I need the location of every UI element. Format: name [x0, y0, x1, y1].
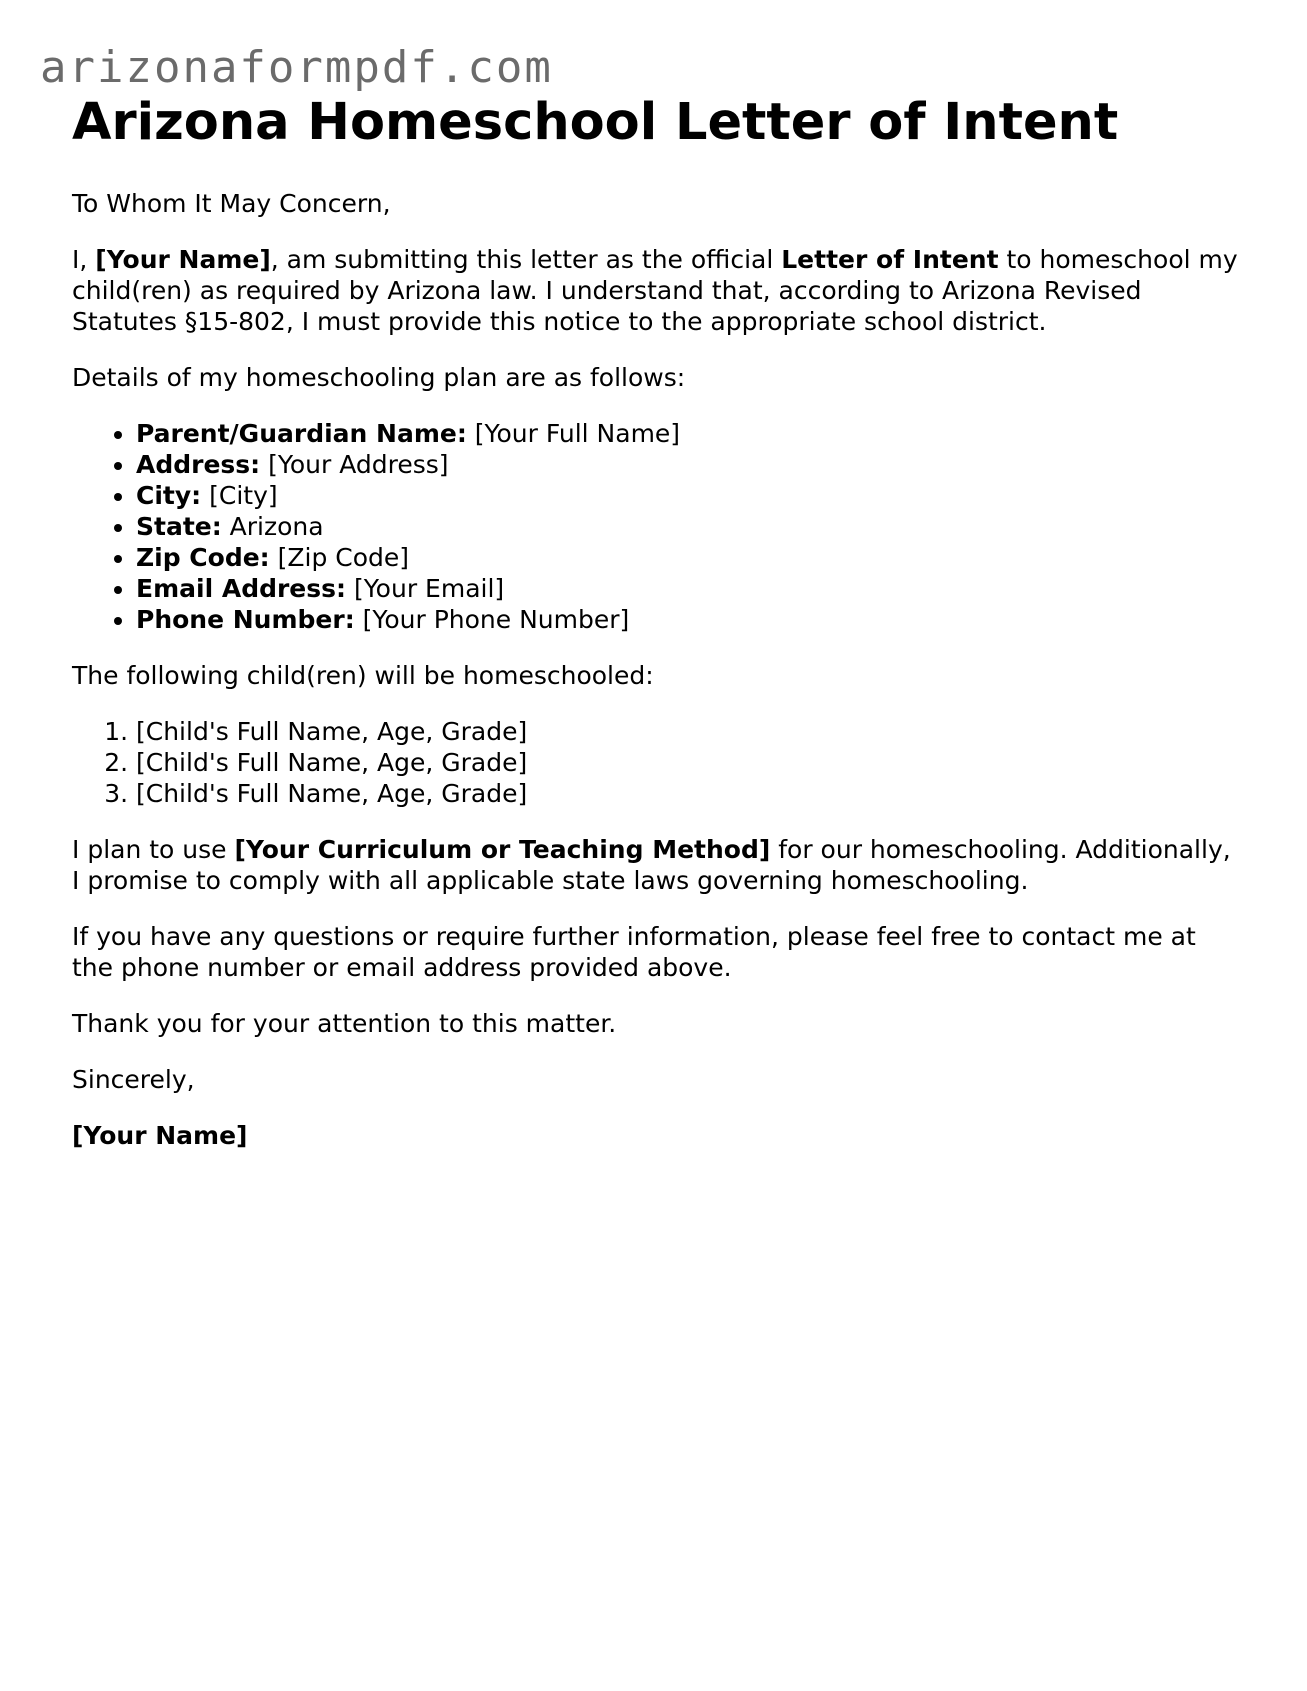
- letter-page: [72, 90, 1242, 1151]
- detail-item-phone: [136, 604, 1242, 635]
- detail-item-parent-name: [136, 418, 1242, 449]
- detail-item-zip-code: [136, 542, 1242, 573]
- detail-value: [Your Full Name]: [466, 419, 681, 448]
- detail-item-state: [136, 511, 1242, 542]
- greeting: To Whom It May Concern,: [72, 189, 391, 218]
- curriculum-paragraph: [72, 834, 1242, 896]
- questions-paragraph: If you have any questions or require further information, please feel free to contact me at the phone number or email address provided above.: [72, 922, 1196, 982]
- detail-value: [Your Phone Number]: [354, 605, 630, 634]
- signature-name: [Your Name]: [72, 1121, 248, 1150]
- intro-prefix: I,: [72, 245, 96, 274]
- curriculum-prefix: I plan to use: [72, 835, 235, 864]
- detail-value: [Your Email]: [346, 574, 505, 603]
- detail-value: [City]: [201, 481, 278, 510]
- detail-item-city: [136, 480, 1242, 511]
- detail-item-email: [136, 573, 1242, 604]
- children-intro: The following child(ren) will be homeschooled:: [72, 661, 654, 690]
- detail-item-address: [136, 449, 1242, 480]
- child-item: 3. [Child's Full Name, Age, Grade]: [136, 778, 1242, 809]
- curriculum-suffix: for our homeschooling. Additionally, I promise to comply with all applicable state laws governing homeschooling.: [72, 835, 1231, 895]
- intro-paragraph: [72, 244, 1242, 337]
- detail-label: Phone Number:: [136, 605, 355, 634]
- detail-label: Zip Code:: [136, 543, 270, 572]
- intro-bold-term: Letter of Intent: [781, 245, 999, 274]
- detail-value: [Your Address]: [260, 450, 449, 479]
- intro-middle: , am submitting this letter as the official: [270, 245, 782, 274]
- child-item: 1. [Child's Full Name, Age, Grade]: [136, 716, 1242, 747]
- thanks-paragraph: Thank you for your attention to this matter.: [72, 1009, 617, 1038]
- closing: Sincerely,: [72, 1065, 195, 1094]
- details-intro: Details of my homeschooling plan are as follows:: [72, 363, 686, 392]
- page-title: Arizona Homeschool Letter of Intent: [72, 93, 1119, 152]
- detail-label: Address:: [136, 450, 261, 479]
- intro-suffix: to homeschool my child(ren) as required by Arizona law. I understand that, according to Arizona Revised Statutes §15-802, I must provide this notice to the appropriate school district.: [72, 245, 1238, 336]
- detail-label: City:: [136, 481, 202, 510]
- watermark: arizonaformpdf.com: [40, 42, 553, 93]
- detail-label: Email Address:: [136, 574, 347, 603]
- detail-label: Parent/Guardian Name:: [136, 419, 467, 448]
- intro-name: [Your Name]: [95, 245, 271, 274]
- detail-label: State:: [136, 512, 222, 541]
- detail-value: [Zip Code]: [269, 543, 410, 572]
- detail-value: Arizona: [221, 512, 324, 541]
- details-list: [72, 418, 1242, 635]
- curriculum-bold: [Your Curriculum or Teaching Method]: [234, 835, 771, 864]
- child-item: 2. [Child's Full Name, Age, Grade]: [136, 747, 1242, 778]
- children-list: [72, 716, 1242, 809]
